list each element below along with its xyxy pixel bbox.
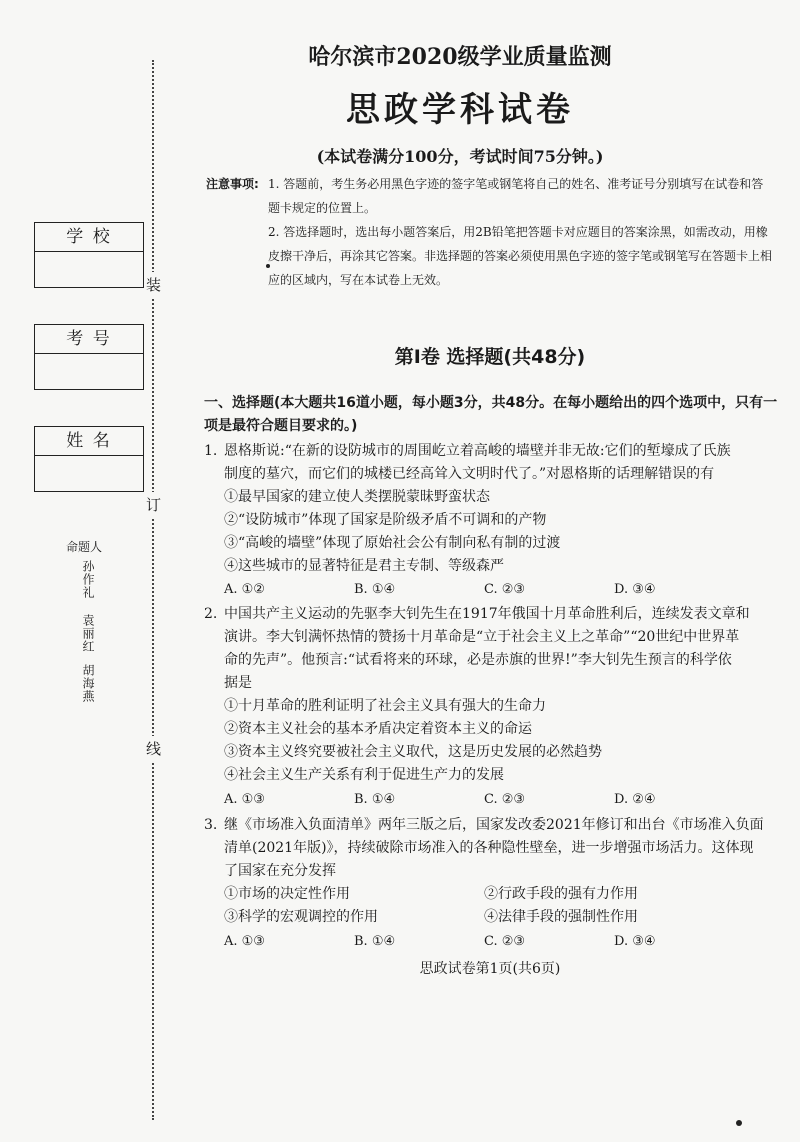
question-1-statement-3: ③“高峻的墙壁”体现了原始社会公有制向私有制的过渡 <box>224 535 561 551</box>
cut-char-zhuang: 装 <box>146 272 161 297</box>
question-3-statement-4: ④法律手段的强制性作用 <box>484 909 638 925</box>
question-number: 3. <box>204 817 218 833</box>
question-stem-line: 清单(2021年版)》，持续破除市场准入的各种隐性壁垒，进一步增强市场活力。这体现 <box>224 840 754 856</box>
question-1-statement-4: ④这些城市的显著特征是君主专制、等级森严 <box>224 558 504 574</box>
question-2-option-a[interactable]: A. ①③ <box>224 792 265 807</box>
question-2-option-c[interactable]: C. ②③ <box>484 792 526 807</box>
question-1-option-d[interactable]: D. ③④ <box>614 582 656 597</box>
question-stem-line: 演讲。李大钊满怀热情的赞扬十月革命是“立于社会主义上之革命”“20世纪中世界革 <box>224 629 740 645</box>
print-speck <box>266 264 270 268</box>
section-title: 第Ⅰ卷 选择题(共48分) <box>394 346 586 368</box>
question-stem-line: 制度的墓穴，而它们的城楼已经高耸入文明时代了。”对恩格斯的话理解错误的有 <box>224 466 715 482</box>
question-3-option-c[interactable]: C. ②③ <box>484 934 526 949</box>
name-field-label: 姓 名 <box>35 427 143 456</box>
authors-title: 命题人 <box>66 540 103 554</box>
question-2-statement-2: ②资本主义社会的基本矛盾决定着资本主义的命运 <box>224 721 532 737</box>
question-1-stem <box>204 440 779 486</box>
school-exam-title: 哈尔滨市2020级学业质量监测 <box>308 44 612 70</box>
question-number: 1. <box>204 443 218 459</box>
subject-title: 思政学科试卷 <box>346 90 574 130</box>
question-stem-line: 命的先声”。他预言:“试看将来的环球，必是赤旗的世界!”李大钊先生预言的科学依 <box>224 652 732 668</box>
question-stem-line: 恩格斯说:“在新的设防城市的周围屹立着高峻的墙壁并非无故:它们的堑壕成了氏族 <box>224 443 731 459</box>
question-2-statement-4: ④社会主义生产关系有利于促进生产力的发展 <box>224 767 504 783</box>
question-2-statement-3: ③资本主义终究要被社会主义取代，这是历史发展的必然趋势 <box>224 744 602 760</box>
question-1-statement-2: ②“设防城市”体现了国家是阶级矛盾不可调和的产物 <box>224 512 547 528</box>
question-number: 2. <box>204 606 218 622</box>
question-stem-line: 继《市场准入负面清单》两年三版之后，国家发改委2021年修订和出台《市场准入负面 <box>224 817 764 833</box>
question-stem-line: 了国家在充分发挥 <box>224 863 336 879</box>
question-3-stem <box>204 814 779 883</box>
cut-char-xian: 线 <box>146 736 161 761</box>
question-2-statement-1: ①十月革命的胜利证明了社会主义具有强大的生命力 <box>224 698 546 714</box>
section-instruction: 一、选择题(本大题共16道小题，每小题3分，共48分。在每小题给出的四个选项中，只有一项是最符合题目要求的。) <box>204 395 778 434</box>
notice-item-2: 2. 答选择题时，选出每小题答案后，用2B铅笔把答题卡对应题目的答案涂黑，如需改动，用橡皮擦干净后，再涂其它答案。非选择题的答案必须使用黑色字迹的签字笔或钢笔写在答题卡上相应的区域内，写在本试卷上无效。 <box>268 225 773 287</box>
page-footer: 思政试卷第1页(共6页) <box>419 961 561 977</box>
question-3-statement-3: ③科学的宏观调控的作用 <box>224 909 378 925</box>
exam-number-field-box <box>34 324 144 390</box>
binding-cut-line <box>152 60 154 1120</box>
question-1-option-a[interactable]: A. ①② <box>224 582 265 597</box>
notice-item-1: 1. 答题前，考生务必用黑色字迹的签字笔或钢笔将自己的姓名、准考证号分别填写在试卷和答题卡规定的位置上。 <box>268 177 764 215</box>
question-1-option-b[interactable]: B. ①④ <box>354 582 396 597</box>
question-3-statement-1: ①市场的决定性作用 <box>224 886 350 902</box>
author-1: 孙作礼 <box>81 560 95 599</box>
question-1-option-c[interactable]: C. ②③ <box>484 582 526 597</box>
author-3: 胡海燕 <box>81 664 95 703</box>
question-3-option-d[interactable]: D. ③④ <box>614 934 656 949</box>
question-2-stem <box>204 603 779 695</box>
exam-number-field-label: 考 号 <box>35 325 143 354</box>
author-2: 袁丽红 <box>81 614 95 653</box>
question-2-option-d[interactable]: D. ②④ <box>614 792 656 807</box>
school-field-label: 学 校 <box>35 223 143 252</box>
question-2-option-b[interactable]: B. ①④ <box>354 792 396 807</box>
exam-info: (本试卷满分100分，考试时间75分钟。) <box>316 147 604 166</box>
notice-label: 注意事项: <box>206 177 259 191</box>
print-speck <box>736 1120 742 1126</box>
school-field-box <box>34 222 144 288</box>
cut-char-ding: 订 <box>146 492 161 517</box>
question-3-option-b[interactable]: B. ①④ <box>354 934 396 949</box>
question-stem-line: 据是 <box>224 675 252 691</box>
name-field-box <box>34 426 144 492</box>
question-3-option-a[interactable]: A. ①③ <box>224 934 265 949</box>
question-stem-line: 中国共产主义运动的先驱李大钊先生在1917年俄国十月革命胜利后，连续发表文章和 <box>224 606 750 622</box>
question-3-statement-2: ②行政手段的强有力作用 <box>484 886 638 902</box>
question-1-statement-1: ①最早国家的建立使人类摆脱蒙昧野蛮状态 <box>224 489 490 505</box>
